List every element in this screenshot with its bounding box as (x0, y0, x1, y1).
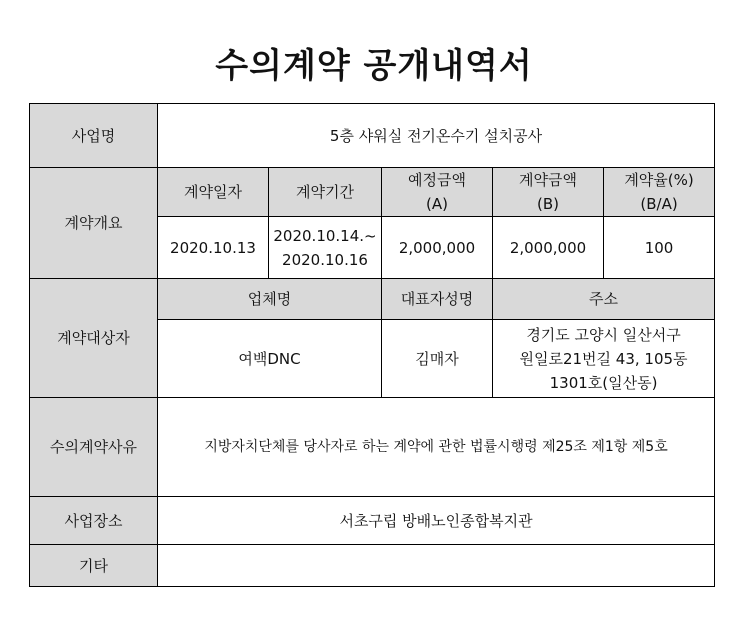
reason-row (30, 398, 715, 497)
contract-date-header: 계약일자 (158, 168, 269, 217)
address-header: 주소 (493, 279, 715, 320)
company-value: 여백DNC (158, 320, 382, 398)
contract-period-start: 2020.10.14.~ (273, 226, 377, 245)
party-label: 계약대상자 (30, 279, 158, 398)
etc-label: 기타 (30, 545, 158, 587)
etc-row (30, 545, 715, 587)
overview-header-row (30, 168, 715, 217)
location-label: 사업장소 (30, 497, 158, 545)
address-line1: 경기도 고양시 일산서구 (526, 325, 681, 344)
contract-amount-header (493, 168, 604, 217)
company-header: 업체명 (158, 279, 382, 320)
contract-rate-header-line2: (B/A) (640, 195, 678, 213)
planned-amount-header (382, 168, 493, 217)
address-line2: 원일로21번길 43, 105동 (519, 349, 688, 368)
contract-amount-header-line2: (B) (537, 195, 559, 213)
project-label: 사업명 (30, 104, 158, 168)
planned-amount-header-line1: 예정금액 (408, 171, 466, 189)
contract-period-end: 2020.10.16 (282, 250, 368, 269)
etc-value (158, 545, 715, 587)
address-value (493, 320, 715, 398)
contract-rate-header-line1: 계약율(%) (624, 171, 694, 189)
contract-period-value (269, 217, 382, 279)
contract-date-value: 2020.10.13 (158, 217, 269, 279)
reason-label: 수의계약사유 (30, 398, 158, 497)
location-row (30, 497, 715, 545)
contract-amount-header-line1: 계약금액 (519, 171, 577, 189)
project-value: 5층 샤워실 전기온수기 설치공사 (158, 104, 715, 168)
contract-amount-value: 2,000,000 (493, 217, 604, 279)
contract-rate-value: 100 (604, 217, 715, 279)
location-value: 서초구립 방배노인종합복지관 (158, 497, 715, 545)
document-title: 수의계약 공개내역서 (215, 46, 533, 86)
contract-table (29, 103, 715, 587)
reason-value: 지방자치단체를 당사자로 하는 계약에 관한 법률시행령 제25조 제1항 제5호 (158, 398, 715, 497)
representative-value: 김매자 (382, 320, 493, 398)
planned-amount-header-line2: (A) (426, 195, 448, 213)
planned-amount-value: 2,000,000 (382, 217, 493, 279)
contract-period-header: 계약기간 (269, 168, 382, 217)
overview-label: 계약개요 (30, 168, 158, 279)
party-header-row (30, 279, 715, 320)
project-row (30, 104, 715, 168)
contract-rate-header (604, 168, 715, 217)
address-line3: 1301호(일산동) (549, 373, 658, 392)
representative-header: 대표자성명 (382, 279, 493, 320)
